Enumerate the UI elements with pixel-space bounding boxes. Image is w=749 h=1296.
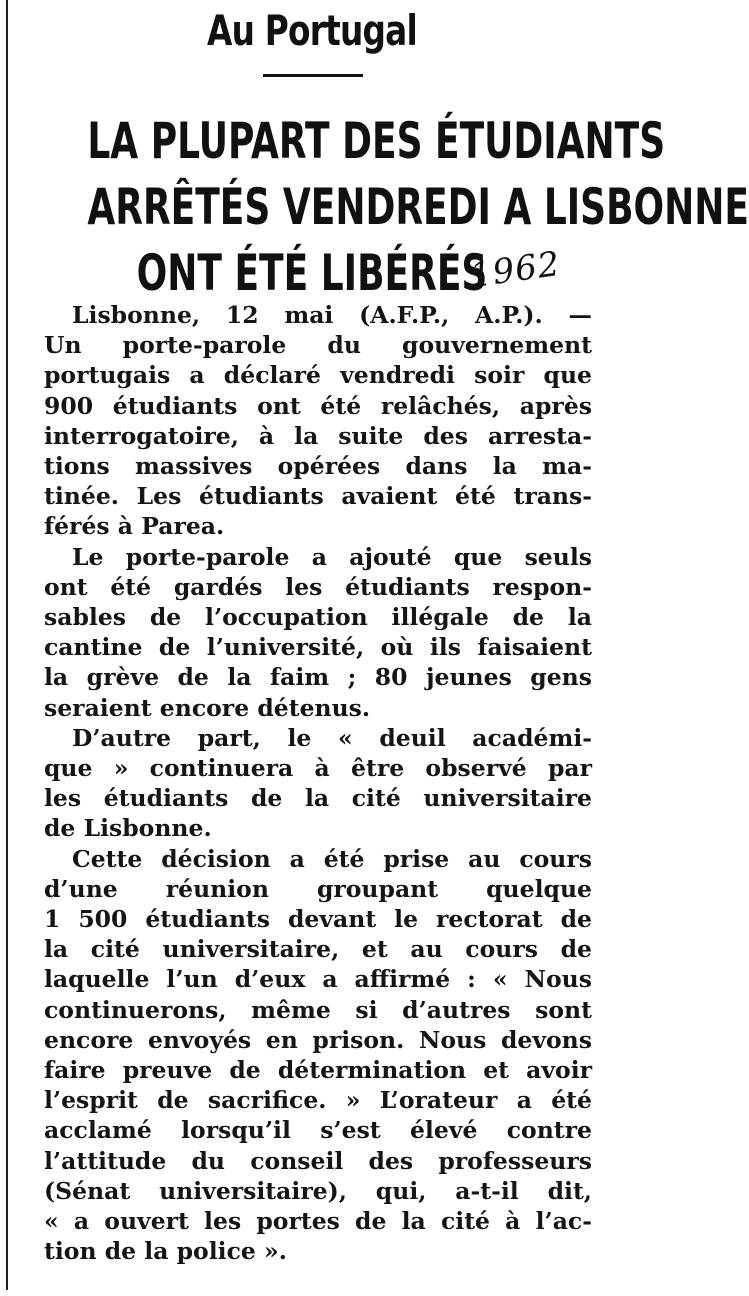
text-line: laquelle l’un d’eux a affirmé : « Nous: [44, 965, 592, 994]
text-line: tinée. Les étudiants avaient été trans-: [44, 482, 592, 511]
text-line: Cette décision a été prise au cours: [72, 844, 592, 873]
headline: [87, 108, 749, 306]
text-line: Lisbonne, 12 mai (A.F.P., A.P.). —: [72, 301, 592, 329]
text-line: férés à Parea.: [44, 512, 225, 541]
text-line: « a ouvert les portes de la cité à l’ac-: [44, 1207, 592, 1236]
text-line: de Lisbonne.: [44, 814, 212, 843]
text-line: l’attitude du conseil des professeurs: [44, 1146, 592, 1175]
column-rule: [6, 0, 8, 1290]
text-line: la grève de la faim ; 80 jeunes gens: [44, 663, 592, 692]
text-line: la cité universitaire, et au cours de: [44, 935, 592, 964]
headline-line: ONT ÉTÉ LIBÉRÉS: [136, 244, 488, 302]
text-line: cantine de l’université, où ils faisaient: [44, 633, 592, 662]
text-line: d’une réunion groupant quelque: [44, 874, 592, 903]
text-line: sables de l’occupation illégale de la: [44, 603, 592, 632]
text-line: l’esprit de sacrifice. » L’orateur a été: [44, 1086, 592, 1115]
paragraph: [44, 542, 592, 723]
text-line: 1 500 étudiants devant le rectorat de: [44, 905, 592, 934]
text-line: Le porte-parole a ajouté que seuls: [72, 542, 592, 571]
text-line: continuerons, même si d’autres sont: [44, 995, 592, 1024]
text-line: faire preuve de détermination et avoir: [44, 1056, 592, 1085]
text-line: (Sénat universitaire), qui, a-t-il dit,: [44, 1176, 592, 1205]
text-line: tion de la police ».: [44, 1237, 287, 1266]
text-line: que » continuera à être observé par: [44, 754, 592, 783]
text-line: ont été gardés les étudiants respon-: [44, 572, 592, 601]
text-line: encore envoyés en prison. Nous devons: [44, 1025, 592, 1054]
text-line: D’autre part, le « deuil académi-: [72, 723, 592, 752]
text-line: Un porte-parole du gouvernement: [44, 331, 592, 360]
headline-line: LA PLUPART DES ÉTUDIANTS: [87, 112, 666, 170]
text-line: les étudiants de la cité universitaire: [44, 784, 592, 813]
paragraph: [44, 723, 592, 844]
text-line: interrogatoire, à la suite des arresta-: [44, 421, 592, 450]
kicker-title: Au Portugal: [207, 6, 417, 55]
text-line: tions massives opérées dans la ma-: [44, 452, 592, 481]
text-line: acclamé lorsqu’il s’est élevé contre: [44, 1116, 592, 1145]
text-line: portugais a déclaré vendredi soir que: [44, 361, 592, 390]
text-line: 900 étudiants ont été relâchés, après: [44, 391, 592, 420]
headline-line: ARRÊTÉS VENDREDI A LISBONNE: [87, 178, 749, 236]
paragraph: [44, 844, 592, 1267]
title-separator: [263, 74, 363, 77]
handwritten-year: 1962: [467, 243, 563, 297]
text-line: seraient encore détenus.: [44, 693, 371, 722]
article-body: [44, 300, 592, 1267]
paragraph: [44, 300, 592, 542]
